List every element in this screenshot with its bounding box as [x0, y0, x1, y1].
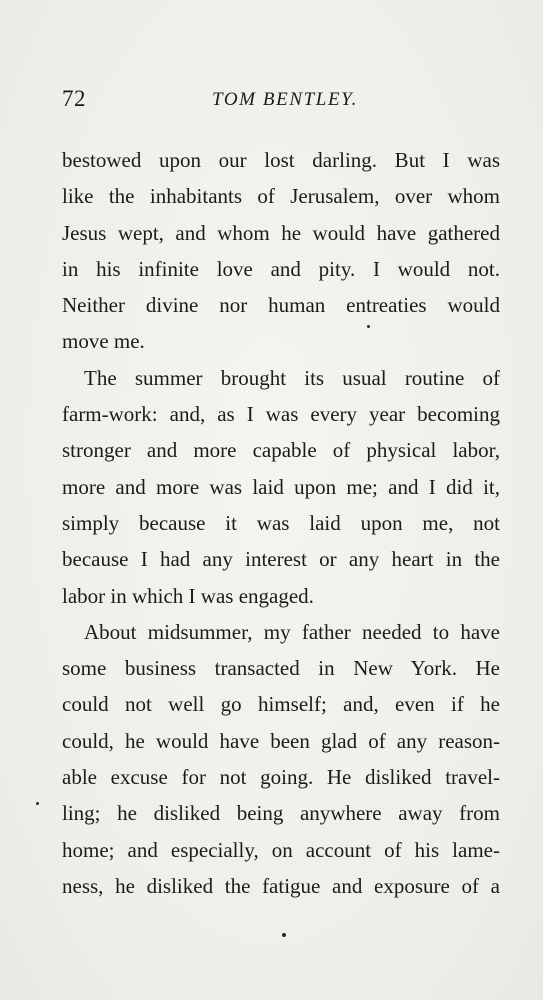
text-line: could, he would have been glad of any reason- [62, 728, 500, 753]
text-line: able excuse for not going. He disliked travel- [62, 765, 500, 790]
text-line: stronger and more capable of physical labor, [62, 438, 500, 463]
text-line: more and more was laid upon me; and I did it, [62, 474, 500, 499]
running-title: TOM BENTLEY. [212, 89, 358, 110]
page-header [62, 86, 500, 120]
text-line: because I had any interest or any heart in the [62, 547, 500, 572]
text-line: Neither divine nor human entreaties would [62, 293, 500, 318]
text-line: Jesus wept, and whom he would have gathered [62, 220, 500, 245]
text-line: About midsummer, my father needed to have [84, 619, 500, 644]
text-line: farm-work: and, as I was every year becoming [62, 402, 500, 427]
ink-speck [367, 325, 370, 328]
text-line: home; and especially, on account of his lame- [62, 837, 500, 862]
text-line: in his infinite love and pity. I would not. [62, 256, 500, 281]
body-text [62, 142, 500, 904]
text-line: labor in which I was engaged. [62, 583, 314, 608]
text-line: ling; he disliked being anywhere away from [62, 801, 500, 826]
text-line: like the inhabitants of Jerusalem, over whom [62, 184, 500, 209]
text-line: move me. [62, 329, 145, 354]
text-line: could not well go himself; and, even if he [62, 692, 500, 717]
text-line: simply because it was laid upon me, not [62, 510, 500, 535]
ink-speck [36, 802, 39, 805]
ink-speck [282, 933, 286, 937]
text-line: bestowed upon our lost darling. But I was [62, 148, 500, 172]
text-line: The summer brought its usual routine of [84, 365, 500, 390]
text-line: some business transacted in New York. He [62, 656, 500, 681]
text-line: ness, he disliked the fatigue and exposure of a [62, 873, 500, 898]
page-number: 72 [62, 86, 86, 111]
